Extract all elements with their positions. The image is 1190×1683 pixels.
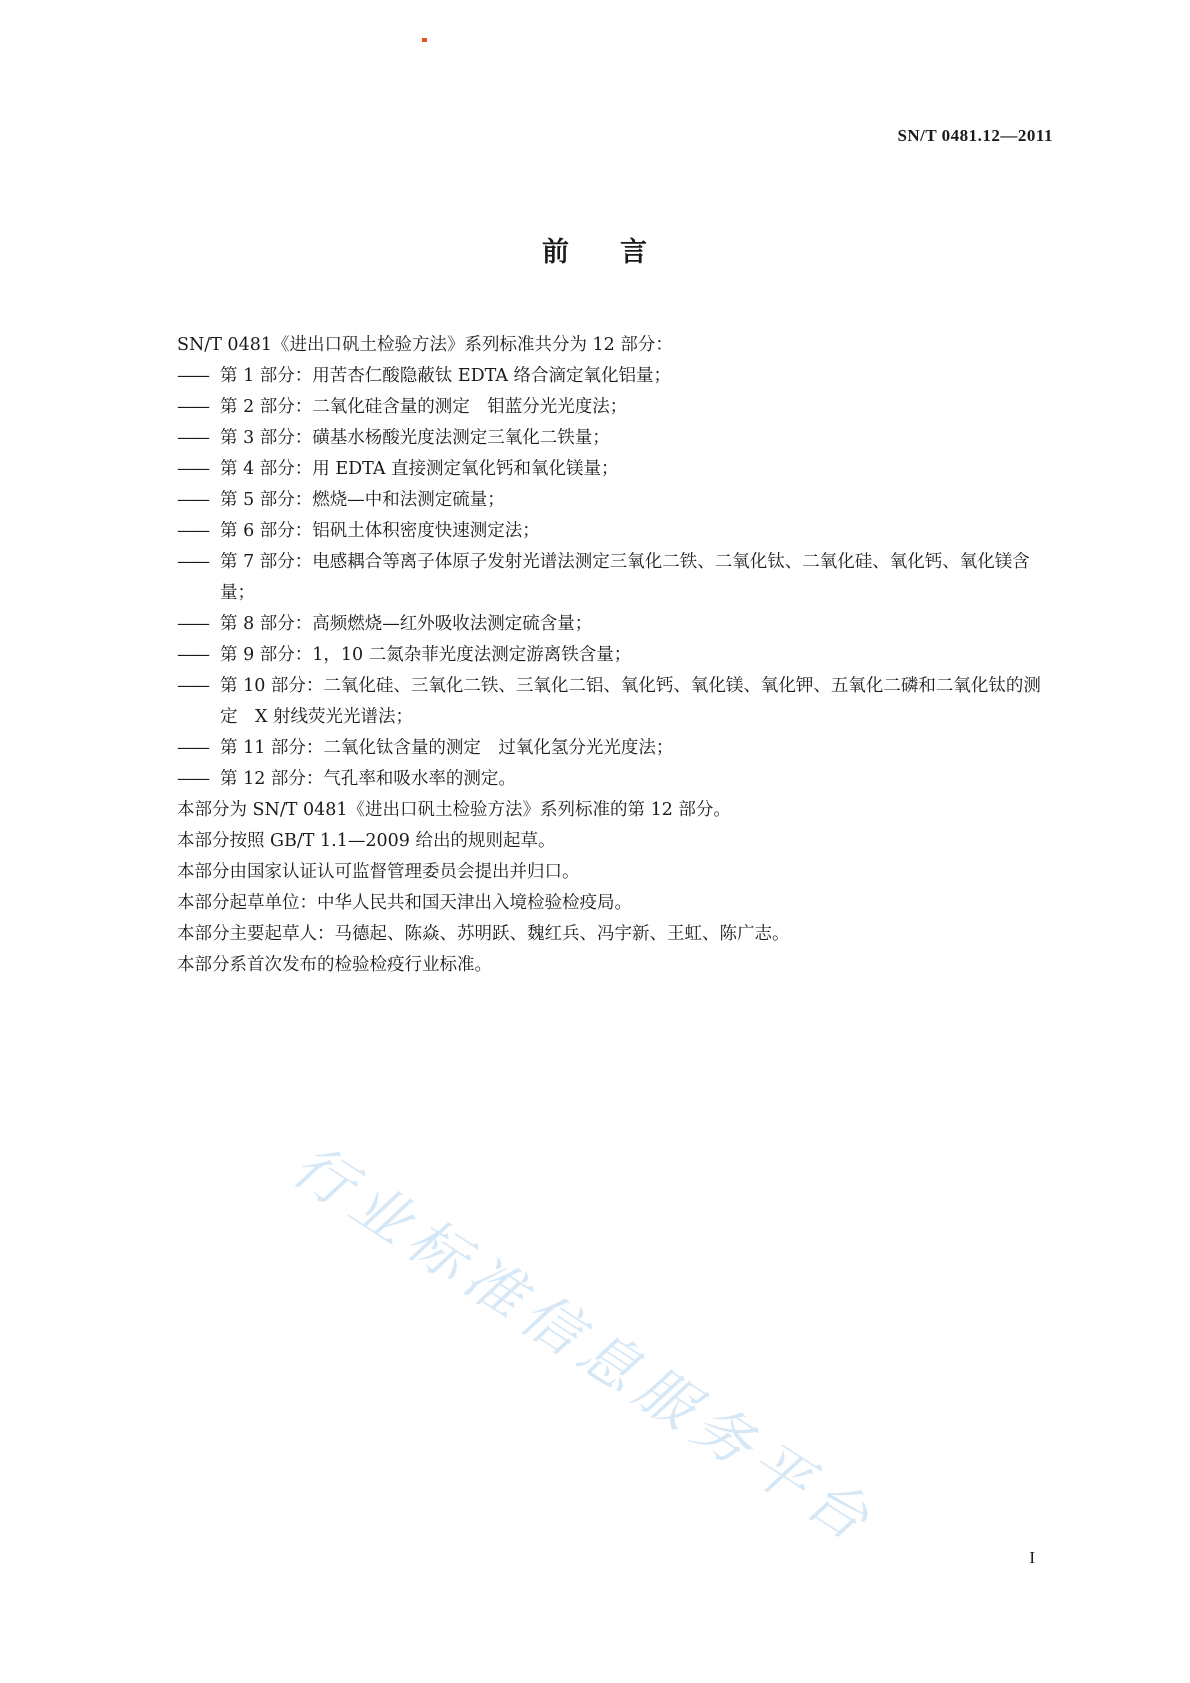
list-item-text: 第 8 部分：高频燃烧—红外吸收法测定硫含量；: [220, 614, 593, 634]
list-item-text: 第 2 部分：二氧化硅含量的测定 钼蓝分光光度法；: [220, 397, 628, 417]
list-item: [177, 671, 1057, 733]
list-item: [177, 454, 1057, 485]
standard-code: SN/T 0481.12—2011: [897, 126, 1053, 145]
list-item-text: 第 3 部分：磺基水杨酸光度法测定三氧化二铁量；: [220, 428, 610, 448]
list-item-text: 第 7 部分：电感耦合等离子体原子发射光谱法测定三氧化二铁、二氧化钛、二氧化硅、氧化钙、氧化镁含量；: [220, 552, 1030, 603]
list-dash: ——: [177, 397, 208, 417]
list-dash: ——: [177, 676, 208, 696]
list-item: [177, 764, 1057, 795]
list-dash: ——: [177, 521, 208, 541]
statement-paragraph: 本部分系首次发布的检验检疫行业标准。: [177, 955, 492, 975]
list-dash: ——: [177, 738, 208, 758]
foreword-body: [177, 330, 1057, 981]
list-item: [177, 640, 1057, 671]
list-item: [177, 361, 1057, 392]
list-item: [177, 547, 1057, 609]
list-item-text: 第 6 部分：铝矾土体积密度快速测定法；: [220, 521, 540, 541]
list-item-text: 第 1 部分：用苦杏仁酸隐蔽钛 EDTA 络合滴定氧化铝量；: [220, 366, 672, 386]
list-dash: ——: [177, 614, 208, 634]
list-dash: ——: [177, 459, 208, 479]
list-item-text: 第 11 部分：二氧化钛含量的测定 过氧化氢分光光度法；: [220, 738, 674, 758]
page-title: [0, 230, 1190, 269]
list-item: [177, 485, 1057, 516]
list-item: [177, 516, 1057, 547]
page-number: I: [1029, 1548, 1035, 1567]
list-item-text: 第 12 部分：气孔率和吸水率的测定。: [220, 769, 516, 789]
list-item: [177, 392, 1057, 423]
statement-paragraph: 本部分为 SN/T 0481《进出口矾土检验方法》系列标准的第 12 部分。: [177, 800, 731, 820]
parts-list: [177, 361, 1057, 795]
statement-paragraph: 本部分由国家认证认可监督管理委员会提出并归口。: [177, 862, 580, 882]
title-char-2: 言: [620, 237, 648, 268]
list-dash: ——: [177, 769, 208, 789]
list-item: [177, 733, 1057, 764]
list-dash: ——: [177, 645, 208, 665]
statement-paragraph: 本部分起草单位：中华人民共和国天津出入境检验检疫局。: [177, 893, 632, 913]
list-item-text: 第 4 部分：用 EDTA 直接测定氧化钙和氧化镁量；: [220, 459, 619, 479]
list-item-text: 第 9 部分：1，10 二氮杂菲光度法测定游离铁含量；: [220, 645, 632, 665]
list-dash: ——: [177, 490, 208, 510]
list-dash: ——: [177, 552, 208, 572]
statement-paragraph: 本部分按照 GB/T 1.1—2009 给出的规则起草。: [177, 831, 556, 851]
intro-paragraph: SN/T 0481《进出口矾土检验方法》系列标准共分为 12 部分：: [177, 335, 673, 355]
list-item: [177, 609, 1057, 640]
statement-paragraph: 本部分主要起草人：马德起、陈焱、苏明跃、魏红兵、冯宇新、王虹、陈广志。: [177, 924, 790, 944]
list-item-text: 第 10 部分：二氧化硅、三氧化二铁、三氧化二铝、氧化钙、氧化镁、氧化钾、五氧化二磷和二氧化钛的测定 X 射线荧光光谱法；: [220, 676, 1041, 727]
list-item-text: 第 5 部分：燃烧—中和法测定硫量；: [220, 490, 505, 510]
list-dash: ——: [177, 366, 208, 386]
list-dash: ——: [177, 428, 208, 448]
title-char-1: 前: [542, 237, 570, 268]
corner-mark: [422, 38, 427, 42]
watermark: 行业标准信息服务平台: [280, 1130, 889, 1559]
list-item: [177, 423, 1057, 454]
